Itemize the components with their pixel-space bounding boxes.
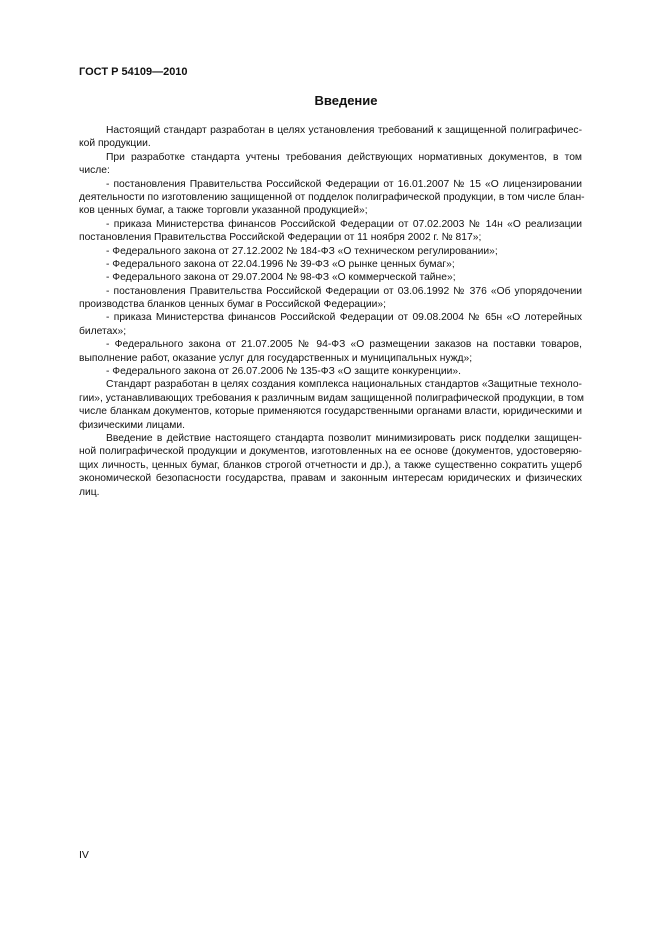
text-line: экономической безопасности государства, правам и законным интересам юридических и физических (79, 473, 582, 485)
text-line: билетах»; (79, 325, 127, 337)
paragraph (79, 378, 582, 432)
text-line: - Федерального закона от 27.12.2002 № 184-ФЗ «О техническом регулировании»; (106, 245, 498, 257)
text-line: щих личность, ценных бумаг, бланков строгой отчетности и др.), а также существенно сократить ущерб (79, 459, 582, 471)
text-line: кой продукции. (79, 138, 151, 150)
text-line: деятельности по изготовлению защищенной от подделок полиграфической продукции, в том числе блан- (79, 191, 585, 203)
text-line: - Федерального закона от 22.04.1996 № 39-ФЗ «О рынке ценных бумаг»; (106, 258, 455, 270)
text-line: - Федерального закона от 21.07.2005 № 94-ФЗ «О размещении заказов на поставки товаров, (106, 339, 582, 351)
text-line: Стандарт разработан в целях создания комплекса национальных стандартов «Защитные техноло- (106, 379, 582, 391)
text-line: При разработке стандарта учтены требования действующих нормативных документов, в том (106, 151, 582, 163)
text-line: лиц. (79, 486, 100, 498)
paragraph (79, 311, 582, 338)
text-line: производства бланков ценных бумаг в Российской Федерации»; (79, 299, 387, 311)
text-line: - приказа Министерства финансов Российской Федерации от 09.08.2004 № 65н «О лотерейных (106, 312, 582, 324)
document-body (79, 124, 585, 499)
paragraph (79, 338, 582, 365)
page-number: IV (79, 849, 89, 861)
text-line: - Федерального закона от 26.07.2006 № 135-ФЗ «О защите конкуренции». (106, 366, 461, 378)
paragraph (79, 271, 582, 284)
text-line: Настоящий стандарт разработан в целях установления требований к защищенной полиграфичес- (106, 125, 582, 136)
text-line: выполнение работ, оказание услуг для государственных и муниципальных нужд»; (79, 352, 473, 364)
text-line: физическими лицами. (79, 419, 185, 431)
text-line: числе: (79, 165, 110, 177)
text-line: ной полиграфической продукции и документов, изготовленных на ее основе (документов, удостоверяю- (79, 446, 582, 458)
text-line: - постановления Правительства Российской Федерации от 16.01.2007 № 15 «О лицензировании (106, 178, 582, 190)
paragraph (79, 365, 582, 378)
text-line: Введение в действие настоящего стандарта позволит минимизировать риск подделки защищен- (106, 432, 582, 444)
paragraph (79, 258, 582, 271)
text-line: ков ценных бумаг, а также торговли указанной продукцией»; (79, 205, 368, 217)
paragraph (79, 151, 582, 178)
text-line: - постановления Правительства Российской Федерации от 03.06.1992 № 376 «Об упорядочении (106, 285, 582, 297)
paragraph (79, 218, 582, 245)
paragraph (79, 124, 582, 151)
section-title: Введение (314, 93, 378, 108)
paragraph (79, 432, 582, 499)
paragraph (79, 178, 585, 218)
document-header: ГОСТ Р 54109—2010 (79, 66, 188, 78)
paragraph (79, 285, 582, 312)
text-line: гии», устанавливающих требования к различным видам защищенной полиграфической продукции, в том (79, 392, 584, 404)
text-line: числе бланкам документов, которые применяются государственными органами власти, юридическими и (79, 406, 582, 418)
text-line: - Федерального закона от 29.07.2004 № 98-ФЗ «О коммерческой тайне»; (106, 272, 456, 284)
paragraph (79, 245, 582, 258)
text-line: - приказа Министерства финансов Российской Федерации от 07.02.2003 № 14н «О реализации (106, 218, 582, 230)
text-line: постановления Правительства Российской Федерации от 11 ноября 2002 г. № 817»; (79, 232, 482, 244)
